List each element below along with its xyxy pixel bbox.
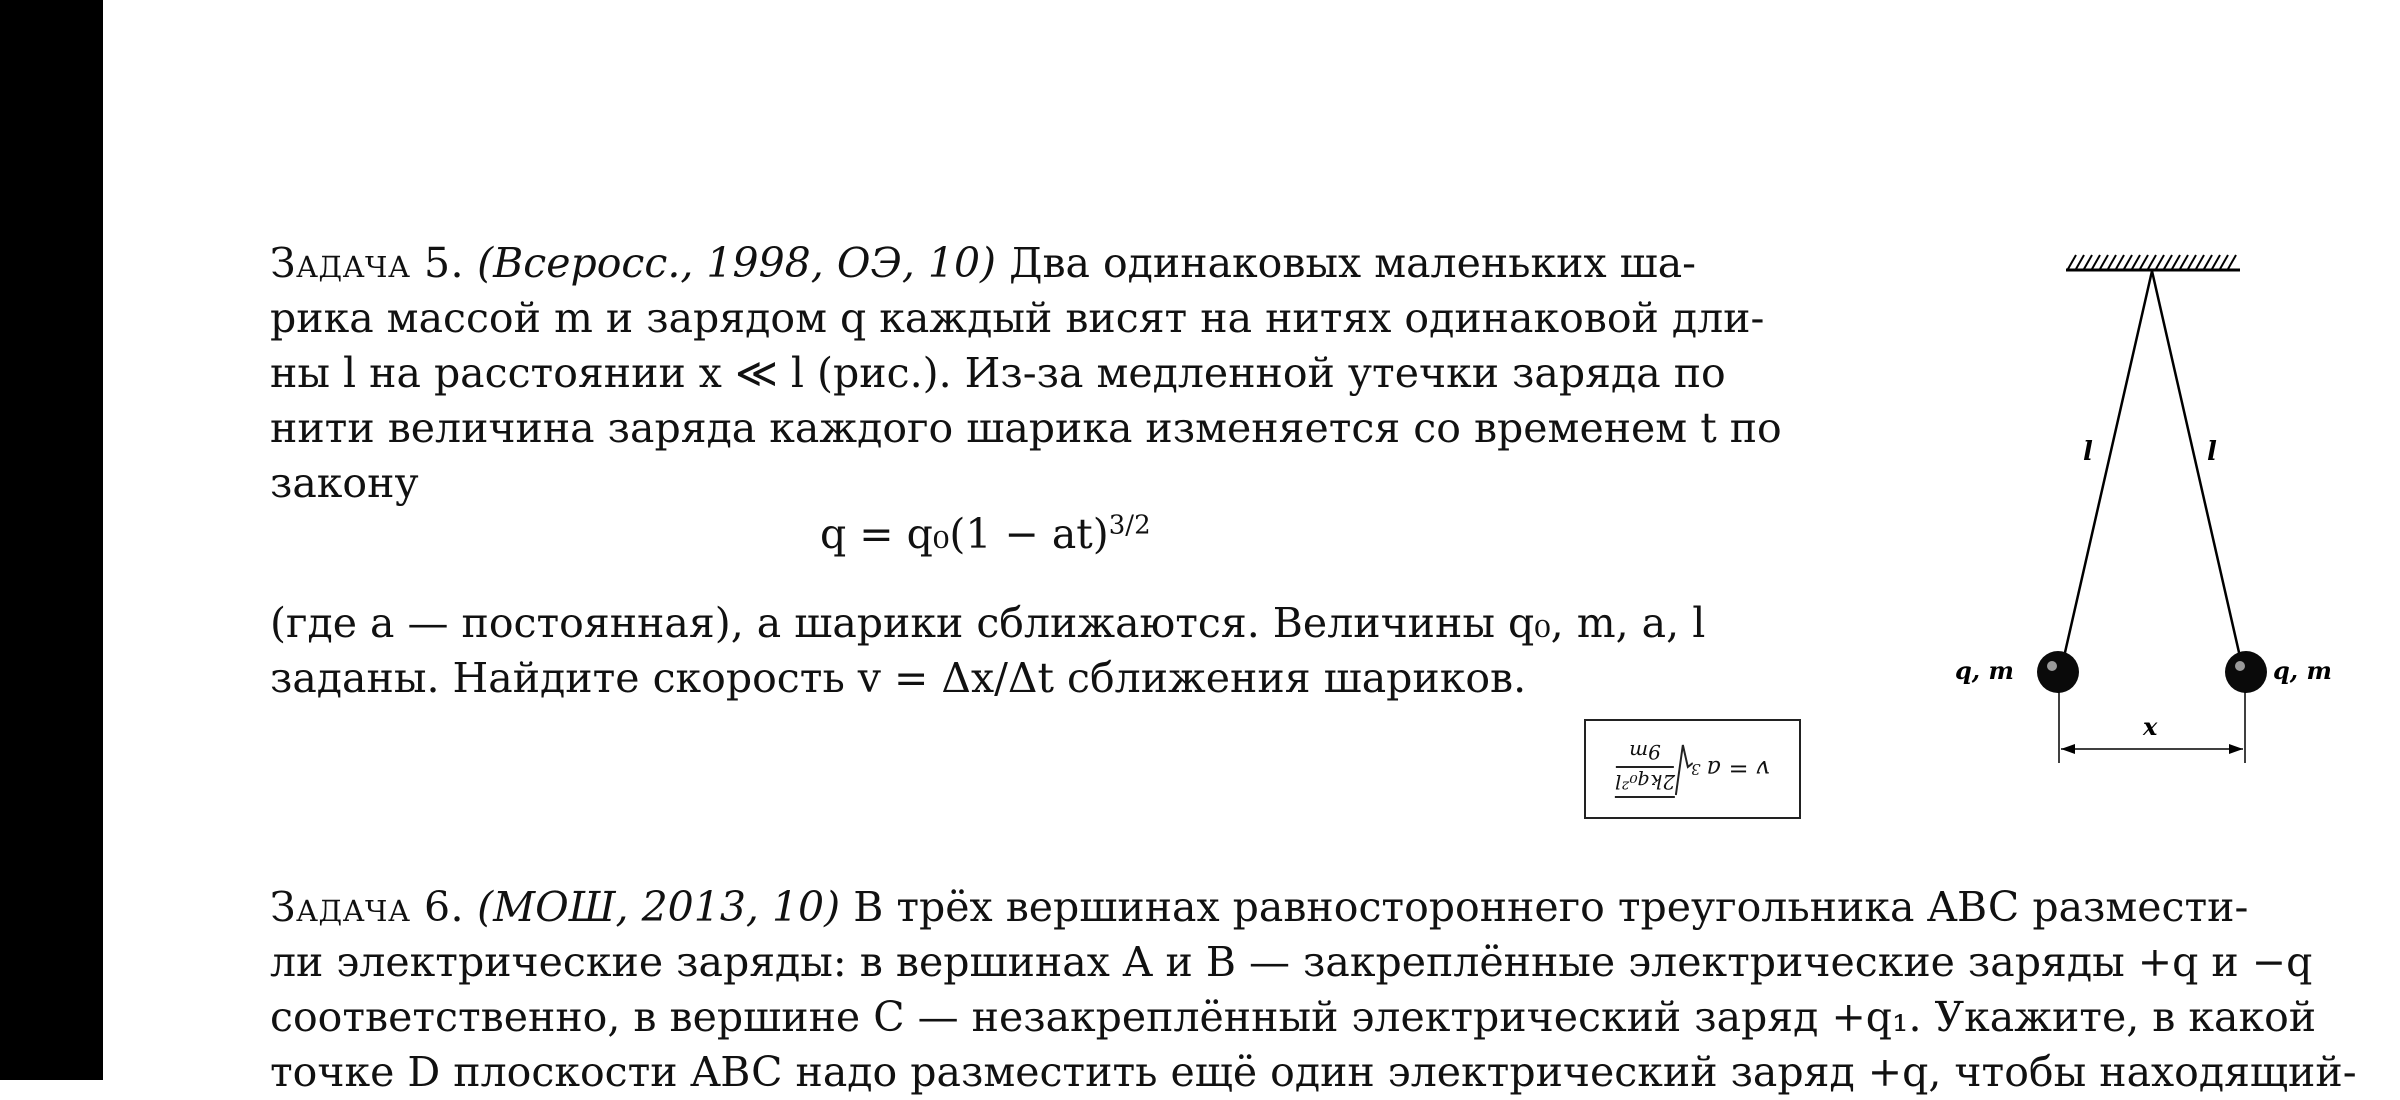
problem-5-line-3: ны l на расстоянии x ≪ l (рис.). Из-за медленной утечки заряда по <box>270 349 1726 397</box>
ceiling-hatch <box>2066 255 2240 270</box>
problem-5-line-2: рика массой m и зарядом q каждый висят на нитях одинаковой дли- <box>270 294 1765 342</box>
formula-body: q = q₀(1 − at) <box>820 510 1109 558</box>
answer-numerator: 2kq₀²l <box>1615 770 1676 794</box>
label-qm-right: q, m <box>2273 656 2332 685</box>
problem-6-label: Задача 6. <box>270 883 465 931</box>
problem-6-line-2: ли электрические заряды: в вершинах A и B — закреплённые электрические заряды +q и −q <box>270 938 2313 986</box>
problem-5-line-4: нити величина заряда каждого шарика изменяется со временем t по <box>270 404 1782 452</box>
answer-fraction <box>1615 740 1675 798</box>
left-thread <box>2061 271 2152 670</box>
problem-5-line-1 <box>270 236 1782 291</box>
problem-6-line-3: соответственно, в вершине C — незакреплённый электрический заряд +q₁. Укажите, в какой <box>270 993 2317 1041</box>
problem-5-line-5: закону <box>270 459 419 507</box>
problem-6-line-4: точке D плоскости ABC надо разместить ещё один электрический заряд +q, чтобы находящий- <box>270 1048 2357 1096</box>
problem-5-label: Задача 5. <box>270 239 465 287</box>
answer-inverted <box>1615 740 1770 798</box>
problem-6-text <box>270 880 2357 1100</box>
left-black-margin <box>0 0 103 1080</box>
document-page <box>103 0 2400 1096</box>
radical-sign-icon <box>1675 741 1693 797</box>
label-l-left: l <box>2083 437 2093 467</box>
left-ball <box>2037 651 2079 693</box>
label-x: x <box>2143 712 2158 741</box>
answer-box <box>1584 719 1801 819</box>
problem-5-source: (Всеросс., 1998, ОЭ, 10) <box>477 239 997 287</box>
problem-5-after-text <box>270 596 1705 706</box>
answer-lhs: v = a <box>1706 755 1770 783</box>
problem-6-line-1 <box>270 880 2357 935</box>
problem-5-after-line-1: (где a — постоянная), а шарики сближаются. Величины q₀, m, a, l <box>270 599 1706 647</box>
problem-5-after-line-2: заданы. Найдите скорость v = Δx/Δt сближения шариков. <box>270 654 1527 702</box>
problem-6-line-1-text: В трёх вершинах равностороннего треугольника ABC размести- <box>853 883 2249 931</box>
two-pendulums-figure <box>1933 238 2353 768</box>
problem-5-line-1-text: Два одинаковых маленьких ша- <box>1009 239 1697 287</box>
problem-6-source: (МОШ, 2013, 10) <box>477 883 841 931</box>
right-ball <box>2225 651 2267 693</box>
distance-arrow <box>2061 744 2243 754</box>
charge-law-formula <box>820 510 1151 558</box>
label-qm-left: q, m <box>1955 656 2014 685</box>
problem-5-text <box>270 236 1782 511</box>
formula-exponent: 3/2 <box>1108 510 1151 541</box>
answer-root-index: 3 <box>1691 760 1701 778</box>
label-l-right: l <box>2207 437 2217 467</box>
right-thread <box>2152 271 2243 670</box>
answer-denominator: 9m <box>1629 740 1661 764</box>
